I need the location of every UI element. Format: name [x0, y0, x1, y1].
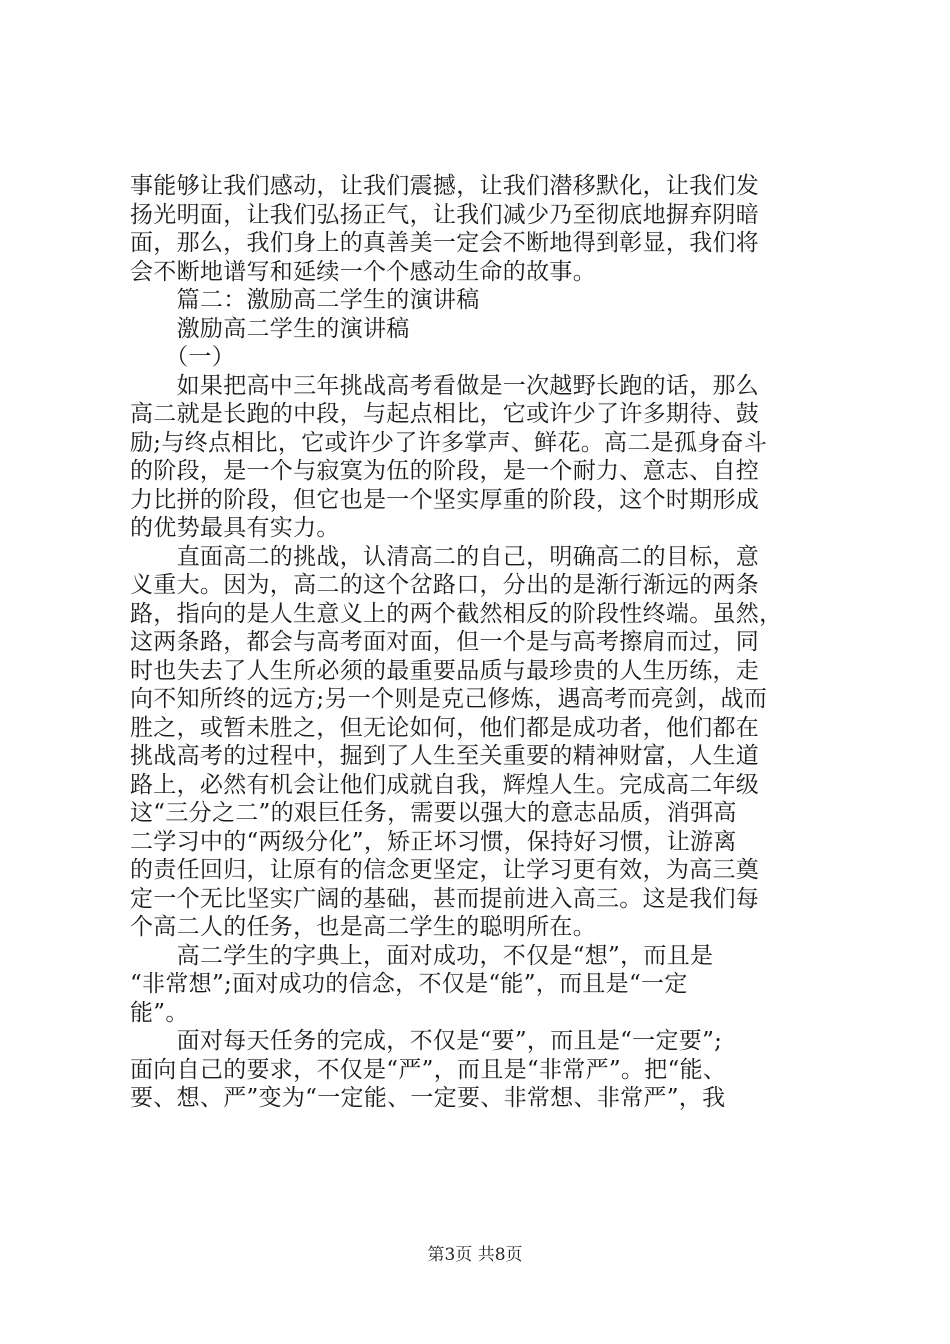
- text-line: 时也失去了人生所必须的最重要品质与最珍贵的人生历练，走: [130, 657, 760, 684]
- text-line: 会不断地谱写和延续一个个感动生命的故事。: [130, 258, 596, 285]
- text-line: 向不知所终的远方;另一个则是克己修炼，遇高考而亮剑，战而: [130, 686, 768, 712]
- text-line: 路上，必然有机会让他们成就自我，辉煌人生。完成高二年级: [130, 771, 760, 798]
- text-line: 这两条路，都会与高考面对面，但一个是与高考擦肩而过，同: [130, 629, 760, 655]
- text-line: 如果把高中三年挑战高考看做是一次越野长跑的话，那么: [130, 372, 760, 399]
- text-line: 直面高二的挑战，认清高二的自己，明确高二的目标，意: [130, 543, 760, 570]
- part-number: （一）: [130, 344, 235, 370]
- text-line: 路，指向的是人生意义上的两个截然相反的阶段性终端。虽然，: [130, 600, 783, 627]
- text-line: 这“三分之二”的艰巨任务，需要以强大的意志品质，消弭高: [130, 800, 737, 826]
- text-line: 高二就是长跑的中段，与起点相比，它或许少了许多期待、鼓: [130, 401, 760, 427]
- text-line: 的阶段，是一个与寂寞为伍的阶段，是一个耐力、意志、自控: [130, 458, 760, 484]
- text-line: 面向自己的要求，不仅是“严”，而且是“非常严”。把“能、: [130, 1056, 727, 1083]
- text-line: 胜之，或暂未胜之，但无论如何，他们都是成功者，他们都在: [130, 714, 760, 741]
- text-line: 事能够让我们感动，让我们震撼，让我们潜移默化，让我们发: [130, 173, 760, 199]
- text-line: 力比拼的阶段，但它也是一个坚实厚重的阶段，这个时期形成: [130, 486, 760, 513]
- text-line: 个高二人的任务，也是高二学生的聪明所在。: [130, 914, 596, 940]
- text-line: 能”。: [130, 999, 189, 1026]
- text-line: 扬光明面，让我们弘扬正气，让我们减少乃至彻底地摒弃阴暗: [130, 201, 760, 228]
- text-line: 高二学生的字典上，面对成功，不仅是“想”，而且是: [130, 942, 714, 969]
- text-line: 励;与终点相比，它或许少了许多掌声、鲜花。高二是孤身奋斗: [130, 429, 768, 456]
- text-line: 要、想、严”变为“一定能、一定要、非常想、非常严”，我: [130, 1085, 726, 1111]
- text-line: 的优势最具有实力。: [130, 515, 340, 541]
- text-line: 挑战高考的过程中，掘到了人生至关重要的精神财富，人生道: [130, 743, 760, 769]
- page-number-footer: 第3页 共8页: [427, 1245, 523, 1265]
- text-line: 的责任回归，让原有的信念更坚定，让学习更有效，为高三奠: [130, 857, 760, 883]
- text-line: 义重大。因为，高二的这个岔路口，分出的是渐行渐远的两条: [130, 572, 760, 598]
- text-line: 二学习中的“两级分化”，矫正坏习惯，保持好习惯，让游离: [130, 828, 737, 855]
- document-body: [130, 172, 830, 1113]
- text-line: 面对每天任务的完成，不仅是“要”，而且是“一定要”;: [130, 1028, 723, 1054]
- text-line: “非常想”;面对成功的信念，不仅是“能”，而且是“一定: [130, 971, 688, 997]
- section-heading: 篇二：激励高二学生的演讲稿: [130, 287, 480, 313]
- text-line: 定一个无比坚实广阔的基础，甚而提前进入高三。这是我们每: [130, 885, 760, 912]
- speech-title: 激励高二学生的演讲稿: [130, 315, 410, 342]
- text-line: 面，那么，我们身上的真善美一定会不断地得到彰显，我们将: [130, 230, 760, 256]
